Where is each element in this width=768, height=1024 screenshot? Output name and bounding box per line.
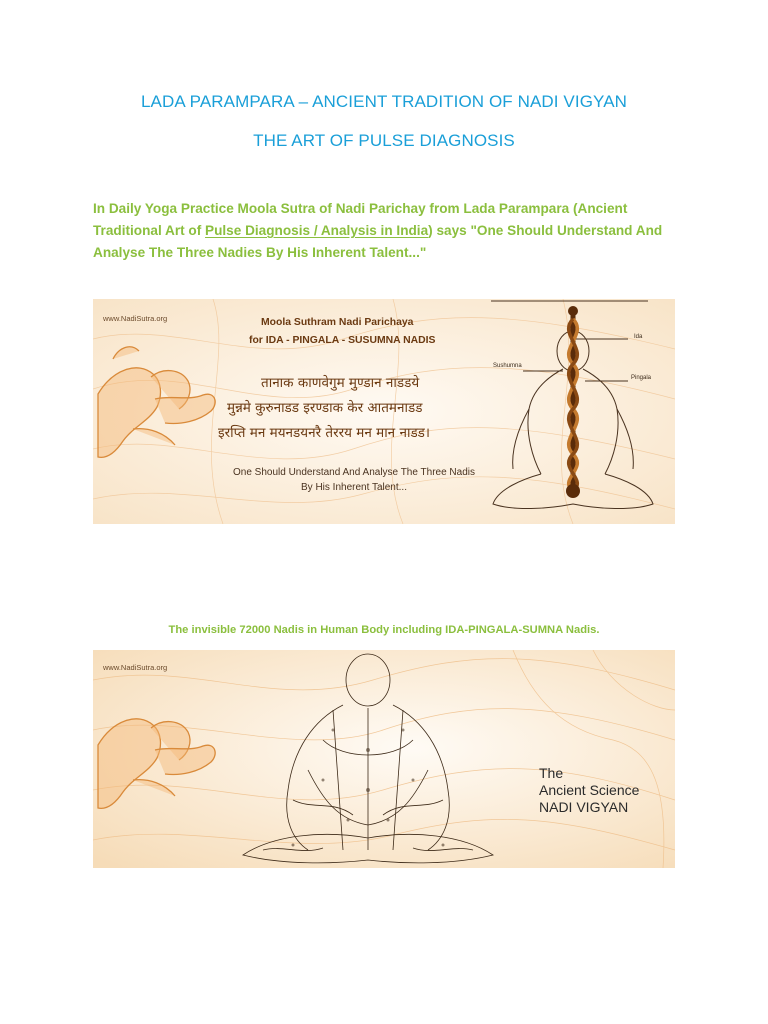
site-url-label: www.NadiSutra.org — [103, 314, 168, 323]
site-url-label-2: www.NadiSutra.org — [103, 663, 168, 672]
intro-text-end: ) says "One Should Understand And Analyse The Three Nadies By His Inherent Talent..." — [93, 223, 663, 260]
figure2-artwork — [93, 650, 675, 868]
verse-title-line2: for IDA - PINGALA - SUSUMNA NADIS — [249, 335, 436, 346]
pingala-label: Pingala — [631, 375, 652, 381]
moola-sutra-figure — [93, 299, 675, 524]
ida-label: Ida — [634, 334, 643, 340]
figure2-caption: The invisible 72000 Nadis in Human Body including IDA-PINGALA-SUMNA Nadis. — [168, 624, 600, 636]
intro-text-start: In Daily Yoga Practice Moola Sutra of Nadi Parichay from Lada Parampara (Ancient Traditional Art of — [93, 201, 628, 238]
science-title-line1: The — [539, 765, 564, 781]
page-title: LADA PARAMPARA – ANCIENT TRADITION OF NADI VIGYAN — [140, 92, 628, 111]
intro-paragraph — [93, 198, 683, 264]
sushumna-label: Sushumna — [493, 363, 522, 369]
nadi-vigyan-figure — [93, 650, 675, 868]
science-title-line3: NADI VIGYAN — [539, 799, 629, 815]
ancient-science-title — [539, 765, 675, 816]
page-subtitle: THE ART OF PULSE DIAGNOSIS — [253, 131, 515, 150]
verse-line-3: इरप्ति मन मयनडयनरै तेररय मन मान नाडड। — [218, 425, 431, 441]
verse-title-line1: Moola Suthram Nadi Parichaya — [261, 317, 414, 328]
verse-line-2: मुन्नमे कुरुनाडड इरण्डाक केर आतमनाडड — [227, 400, 423, 416]
science-title-line2: Ancient Science — [539, 782, 640, 798]
pulse-diagnosis-link[interactable]: Pulse Diagnosis / Analysis in India — [205, 223, 429, 238]
verse-translation: One Should Understand And Analyse The Three Nadis By His Inherent Talent... — [232, 467, 475, 493]
verse-line-1: तानाक काणवेगुम मुण्डान नाडडये — [261, 375, 420, 391]
